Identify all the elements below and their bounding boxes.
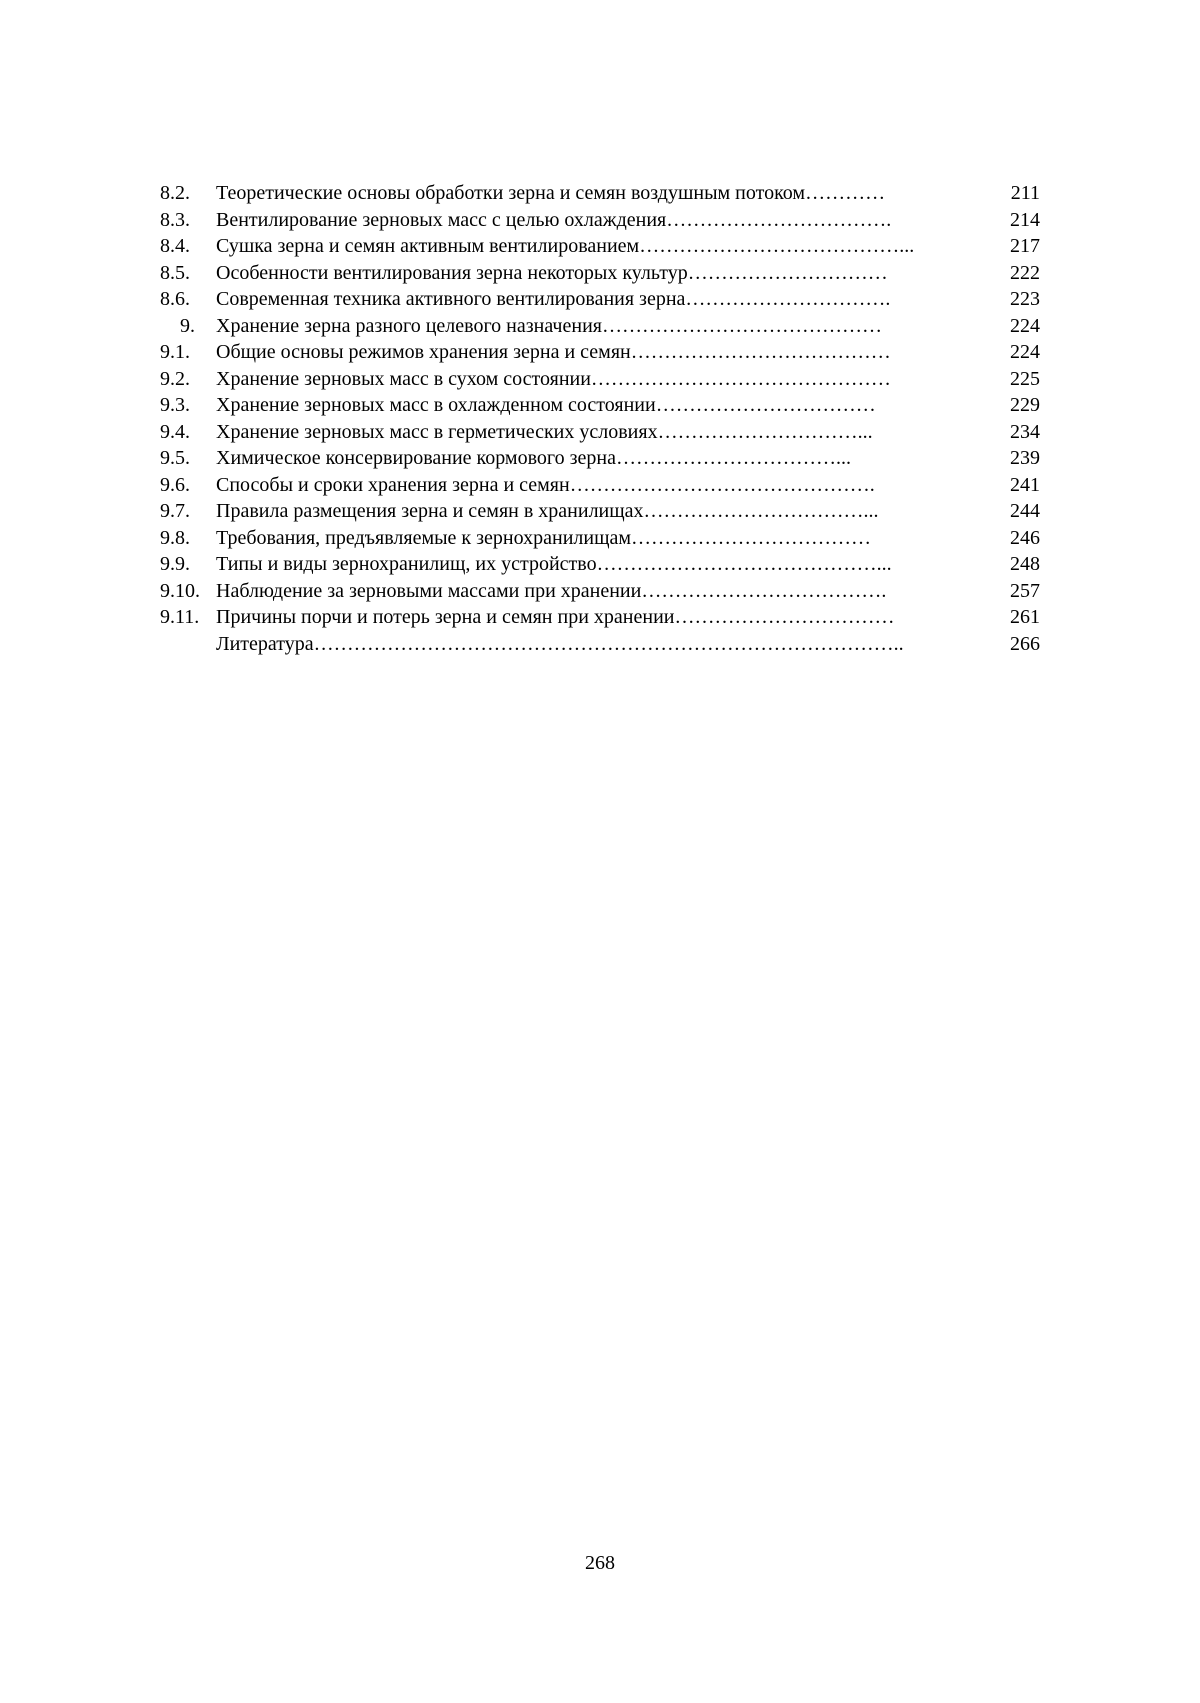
toc-entry-title-text: Требования, предъявляемые к зернохранилищам (216, 526, 632, 549)
toc-entry-title-text: Химическое консервирование кормового зерна (216, 447, 616, 469)
toc-entry-title-text: Сушка зерна и семян активным вентилированием (216, 235, 640, 257)
toc-entry-leader: ………………………………. (641, 579, 887, 602)
toc-entry-title (216, 631, 992, 658)
toc-entry-title-text: Способы и сроки хранения зерна и семян (216, 473, 570, 496)
toc-entry-page: 234 (1010, 420, 1040, 443)
toc-entry-number: 8.4. (160, 235, 190, 257)
toc-entry-number: 9.6. (160, 473, 190, 496)
toc-entry (160, 260, 1040, 287)
toc-entry (160, 604, 1040, 631)
toc-entry-title (216, 286, 992, 313)
toc-entry-number: 9.5. (160, 447, 190, 469)
toc-entry-leader: …………………………... (657, 420, 873, 443)
toc-entry-leader: …………………………. (685, 288, 891, 310)
toc-entry (160, 498, 1040, 525)
toc-entry-number: 8.2. (160, 182, 190, 204)
toc-entry-number: 9.11. (160, 606, 200, 628)
toc-entry-page: 217 (1010, 235, 1040, 257)
toc-entry-number: 9.8. (160, 526, 190, 549)
toc-entry-page: 246 (1010, 526, 1040, 549)
toc-entry (160, 313, 1040, 340)
toc-entry-page: 266 (1010, 632, 1040, 655)
toc-entry-title-text: Хранение зерновых масс в охлажденном состоянии (216, 394, 656, 416)
toc-entry-title-text: Хранение зерновых масс в сухом состоянии (216, 367, 591, 390)
toc-entry (160, 233, 1040, 260)
toc-entry-leader: ……………………………... (643, 500, 879, 522)
toc-entry-title-text: Хранение зерна разного целевого назначения (216, 314, 602, 337)
toc-entry-title-text: Хранение зерновых масс в герметических условиях (216, 420, 658, 443)
toc-entry (160, 392, 1040, 419)
toc-entry-leader: …………………………………… (601, 314, 882, 337)
toc-entry-title (216, 472, 992, 499)
page-number: 268 (585, 1552, 615, 1574)
toc-entry (160, 631, 1040, 658)
toc-entry-title (216, 419, 992, 446)
toc-entry-title (216, 604, 992, 631)
toc-entry-title (216, 445, 992, 472)
toc-entry-title-text: Правила размещения зерна и семян в хранилищах (216, 500, 644, 522)
toc-entry-title (216, 578, 992, 605)
toc-entry-title (216, 180, 992, 207)
toc-entry (160, 339, 1040, 366)
toc-entry-page: 211 (1010, 182, 1040, 204)
toc-entry (160, 445, 1040, 472)
toc-entry-leader: …………………………… (655, 394, 876, 416)
toc-entry-number: 9.4. (160, 420, 190, 443)
toc-entry-leader: ……………………………. (666, 208, 892, 231)
toc-entry-title-text: Вентилирование зерновых масс с целью охлаждения (216, 208, 667, 231)
toc-entry-leader: ……………………………… (631, 526, 872, 549)
toc-entry-number: 9.2. (160, 367, 190, 390)
toc-entry-leader: …………………………… (674, 606, 895, 628)
toc-entry-page: 239 (1010, 447, 1040, 469)
toc-entry-page: 257 (1010, 579, 1040, 602)
toc-entry-leader: ……………………………………... (596, 553, 892, 575)
toc-entry (160, 207, 1040, 234)
toc-entry-number: 9.7. (160, 500, 190, 522)
toc-entry (160, 419, 1040, 446)
toc-entry-leader: ………… (805, 182, 886, 204)
toc-entry-title (216, 313, 992, 340)
toc-entry-page: 224 (1010, 314, 1040, 337)
toc-entry-leader: ………………………… (687, 261, 888, 284)
toc-entry-title-text: Причины порчи и потерь зерна и семян при хранении (216, 606, 675, 628)
toc-entry-title (216, 392, 992, 419)
toc-entry-page: 229 (1010, 394, 1040, 416)
toc-entry (160, 551, 1040, 578)
toc-entry-title (216, 366, 992, 393)
toc-entry-number: 9. (180, 314, 195, 337)
toc-entry (160, 286, 1040, 313)
toc-entry-page: 223 (1010, 288, 1040, 310)
toc-entry-page: 222 (1010, 261, 1040, 284)
toc-entry-page: 214 (1010, 208, 1040, 231)
toc-entry-leader: …………………………………... (639, 235, 915, 257)
toc-entry-leader: …………………………………………………………………………….. (313, 632, 904, 655)
toc-entry-title-text: Особенности вентилирования зерна некоторых культур (216, 261, 688, 284)
toc-entry-leader: ……………………………... (615, 447, 851, 469)
toc-entry-title (216, 551, 992, 578)
toc-entry-title-text: Типы и виды зернохранилищ, их устройство (216, 553, 597, 575)
toc-entry-title-text: Общие основы режимов хранения зерна и семян (216, 341, 631, 363)
toc-entry (160, 366, 1040, 393)
toc-entry-number: 9.1. (160, 341, 190, 363)
toc-entry-title (216, 233, 992, 260)
toc-entry-number: 9.9. (160, 553, 190, 575)
toc-entry-page: 244 (1010, 500, 1040, 522)
toc-entry-number: 8.6. (160, 288, 190, 310)
toc-entry-page: 224 (1010, 341, 1040, 363)
toc-entry-page: 225 (1010, 367, 1040, 390)
toc-entry-leader: ………………………………………. (569, 473, 875, 496)
toc-entry (160, 578, 1040, 605)
toc-entry-page: 241 (1010, 473, 1040, 496)
toc-entry (160, 472, 1040, 499)
toc-entry-number: 9.3. (160, 394, 190, 416)
toc-entry-title (216, 525, 992, 552)
toc-entry-title-text: Наблюдение за зерновыми массами при хранении (216, 579, 642, 602)
toc-entry-title (216, 339, 992, 366)
toc-entry-title (216, 207, 992, 234)
table-of-contents (160, 180, 1040, 657)
toc-entry (160, 180, 1040, 207)
toc-entry (160, 525, 1040, 552)
toc-entry-title-text: Современная техника активного вентилирования зерна (216, 288, 686, 310)
toc-entry-leader: ……………………………………… (590, 367, 891, 390)
toc-entry-page: 248 (1010, 553, 1040, 575)
toc-entry-page: 261 (1010, 606, 1040, 628)
toc-entry-title (216, 260, 992, 287)
toc-entry-title (216, 498, 992, 525)
toc-entry-number: 8.3. (160, 208, 190, 231)
toc-entry-leader: ………………………………… (630, 341, 891, 363)
toc-entry-title-text: Литература (216, 632, 314, 655)
toc-entry-number: 8.5. (160, 261, 190, 284)
toc-entry-number: 9.10. (160, 579, 200, 602)
toc-entry-title-text: Теоретические основы обработки зерна и семян воздушным потоком (216, 182, 806, 204)
